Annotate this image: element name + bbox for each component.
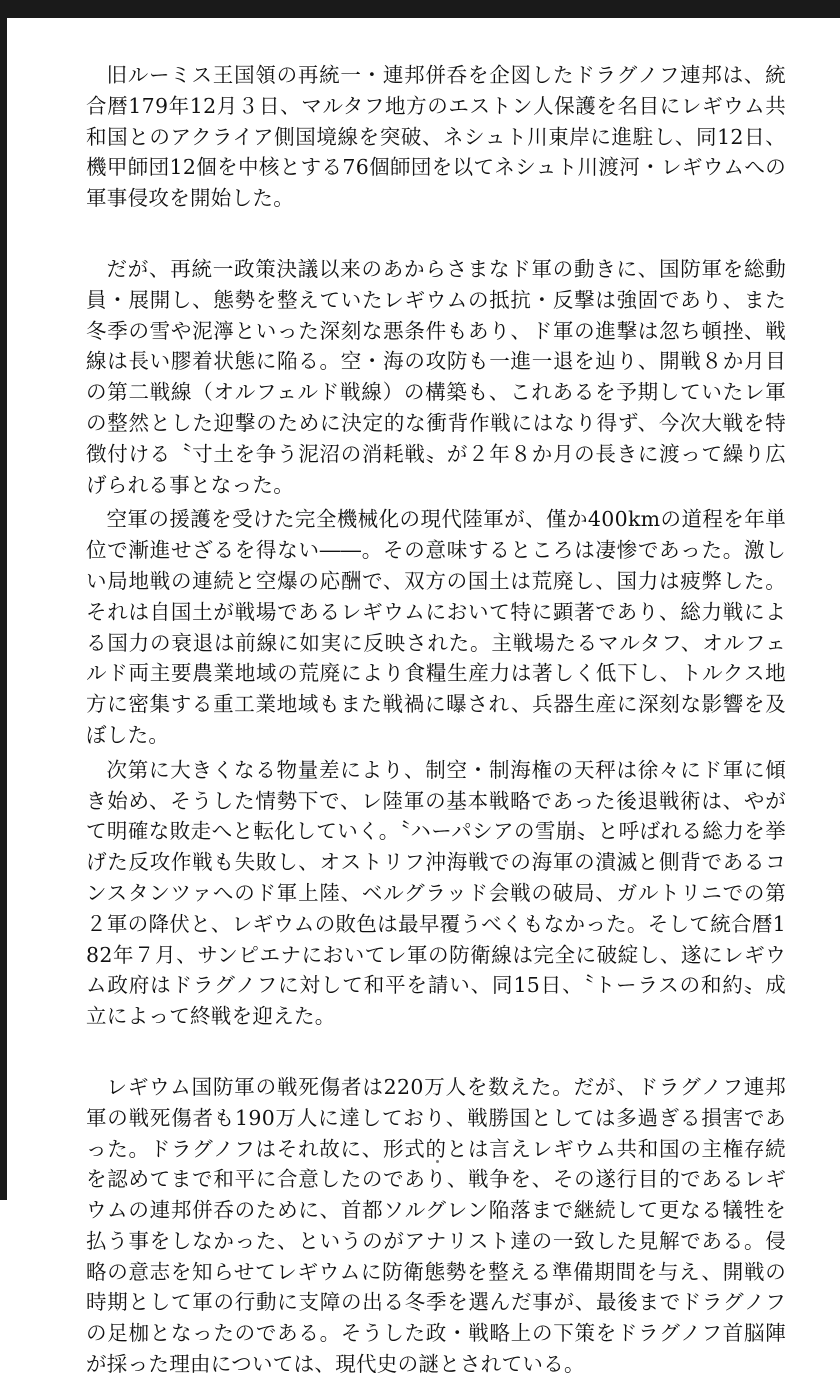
page-mark [436,1160,439,1163]
paragraph-3: 空軍の援護を受けた完全機械化の現代陸軍が、僅か400kmの道程を年単位で漸進せざるを得ない――。その意味するところは凄惨であった。激しい局地戦の連続と空爆の応酬で、双方の国土は荒廃し、国力は疲弊した。それは自国土が戦場であるレギウムにおいて特に顕著であり、総力戦による国力の衰退は前線に如実に反映された。主戦場たるマルタフ、オルフェルド両主要農業地域の荒廃により食糧生産力は著しく低下し、トルクス地方に密集する重工業地域もまた戦禍に曝され、兵器生産に深刻な影響を及ぼした。 [86,507,786,747]
section-break [86,214,786,254]
body-text [86,60,786,1380]
scan-top-edge [0,0,840,18]
section-break [86,1032,786,1072]
paragraph-5: レギウム国防軍の戦死傷者は220万人を数えた。だが、ドラグノフ連邦軍の戦死傷者も190万人に達しており、戦勝国としては多過ぎる損害であった。ドラグノフはそれ故に、形式的とは言えレギウム共和国の主権存続を認めてまで和平に合意したのであり、戦争を、その遂行目的であるレギウムの連邦併呑のために、首都ソルグレン陥落まで継続して更なる犠牲を払う事をしなかった、というのがアナリスト達の一致した見解である。侵略の意志を知らせてレギウムに防衛態勢を整える準備期間を与え、開戦の時期として軍の行動に支障の出る冬季を選んだ事が、最後までドラグノフの足枷となったのである。そうした政・戦略上の下策をドラグノフ首脳陣が採った理由については、現代史の謎とされている。 [86,1074,786,1377]
paragraph-2: だが、再統一政策決議以来のあからさまなド軍の動きに、国防軍を総動員・展開し、態勢を整えていたレギウムの抵抗・反撃は強固であり、また冬季の雪や泥濘といった深刻な悪条件もあり、ド軍の進撃は忽ち頓挫、戦線は長い膠着状態に陥る。空・海の攻防も一進一退を辿り、開戦８か月目の第二戦線（オルフェルド戦線）の構築も、これあるを予期していたレ軍の整然とした迎撃のために決定的な衝背作戦にはなり得ず、今次大戦を特徴付ける〝寸土を争う泥沼の消耗戦〟が２年８か月の長きに渡って繰り広げられる事となった。 [86,256,786,497]
paragraph-4: 次第に大きくなる物量差により、制空・制海権の天秤は徐々にド軍に傾き始め、そうした情勢下で、レ陸軍の基本戦略であった後退戦術は、やがて明確な敗走へと転化していく。〝ハーパシアの雪崩〟と呼ばれる総力を挙げた反攻作戦も失敗し、オストリフ沖海戦での海軍の潰滅と側背であるコンスタンツァへのド軍上陸、ベルグラッド会戦の破局、ガルトリニでの第２軍の降伏と、レギウムの敗色は最早覆うべくもなかった。そして統合暦182年７月、サンピエナにおいてレ軍の防衛線は完全に破綻し、遂にレギウム政府はドラグノフに対して和平を請い、同15日、〝トーラスの和約〟成立によって終戦を迎えた。 [86,757,786,1029]
scan-left-edge [0,0,7,1200]
paragraph-1: 旧ルーミス王国領の再統一・連邦併呑を企図したドラグノフ連邦は、統合暦179年12月３日、マルタフ地方のエストン人保護を名目にレギウム共和国とのアクライア側国境線を突破、ネシュト川東岸に進駐し、同12日、機甲師団12個を中核とする76個師団を以てネシュト川渡河・レギウムへの軍事侵攻を開始した。 [86,63,786,211]
